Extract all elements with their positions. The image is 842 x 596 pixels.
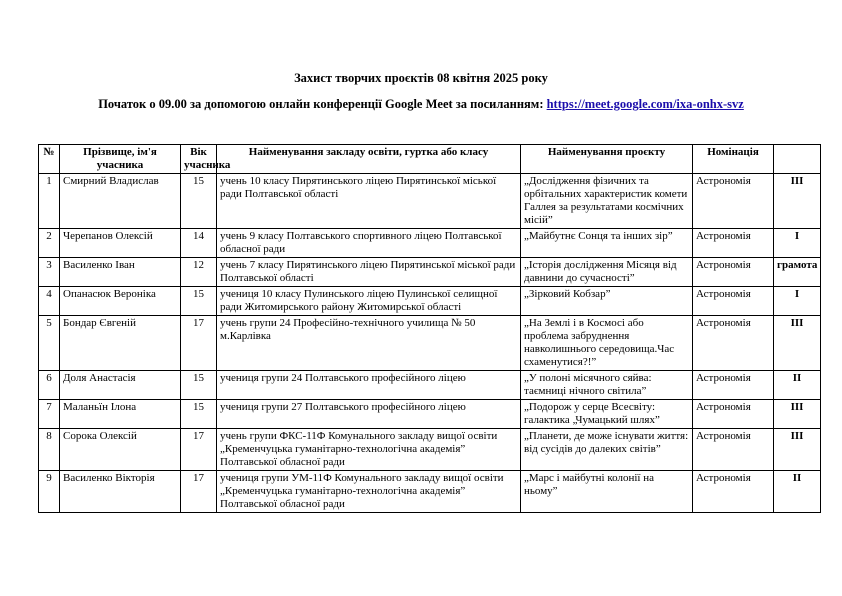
table-row <box>39 371 821 400</box>
project-title: „Подорож у серце Всесвіту: галактика „Чумацький шлях” <box>521 400 693 429</box>
header-school: Найменування закладу освіти, гуртка або класу <box>217 145 521 174</box>
project-title: „Дослідження фізичних та орбітальних характеристик комети Галлея за результатами космічних місій” <box>521 174 693 229</box>
header-project: Найменування проєкту <box>521 145 693 174</box>
table-row <box>39 429 821 471</box>
header-num: № <box>39 145 60 174</box>
participant-name: Доля Анастасія <box>60 371 181 400</box>
row-number: 4 <box>39 287 60 316</box>
nomination: Астрономія <box>693 229 774 258</box>
participant-name: Маланьїн Ілона <box>60 400 181 429</box>
school-name: учениця 10 класу Пулинського ліцею Пулинської селищної ради Житомирського району Житомирської області <box>217 287 521 316</box>
award-place: ІІ <box>774 471 821 513</box>
nomination: Астрономія <box>693 287 774 316</box>
document-title: Захист творчих проєктів 08 квітня 2025 року <box>294 71 548 85</box>
row-number: 1 <box>39 174 60 229</box>
school-name: учень 9 класу Полтавського спортивного ліцею Полтавської обласної ради <box>217 229 521 258</box>
award-place: ІІІ <box>774 316 821 371</box>
participant-age: 17 <box>181 429 217 471</box>
header-place <box>774 145 821 174</box>
participant-age: 15 <box>181 287 217 316</box>
project-title: „На Землі і в Космосі або проблема забруднення навколишнього середовища.Час схаменутися?!” <box>521 316 693 371</box>
nomination: Астрономія <box>693 471 774 513</box>
table-row <box>39 471 821 513</box>
header-age: Вік учасника <box>181 145 217 174</box>
participant-age: 15 <box>181 400 217 429</box>
table-row <box>39 287 821 316</box>
table-row <box>39 400 821 429</box>
nomination: Астрономія <box>693 316 774 371</box>
school-name: учениця групи 24 Полтавського професійного ліцею <box>217 371 521 400</box>
row-number: 5 <box>39 316 60 371</box>
project-title: „Історія дослідження Місяця від давнини до сучасності” <box>521 258 693 287</box>
participant-age: 17 <box>181 471 217 513</box>
participant-age: 15 <box>181 174 217 229</box>
row-number: 7 <box>39 400 60 429</box>
table-header-row <box>39 145 821 174</box>
school-name: учень групи 24 Професійно-технічного училища № 50 м.Карлівка <box>217 316 521 371</box>
award-place: ІІІ <box>774 429 821 471</box>
school-name: учень групи ФКС-11Ф Комунального закладу вищої освіти „Кременчуцька гуманітарно-технологічна академія” Полтавської обласної ради <box>217 429 521 471</box>
participant-age: 12 <box>181 258 217 287</box>
award-place: І <box>774 229 821 258</box>
header-nomination: Номінація <box>693 145 774 174</box>
participant-name: Сорока Олексій <box>60 429 181 471</box>
award-place: грамота <box>774 258 821 287</box>
nomination: Астрономія <box>693 174 774 229</box>
nomination: Астрономія <box>693 429 774 471</box>
participant-name: Василенко Іван <box>60 258 181 287</box>
school-name: учениця групи УМ-11Ф Комунального закладу вищої освіти „Кременчуцька гуманітарно-технологічна академія” Полтавської обласної ради <box>217 471 521 513</box>
row-number: 6 <box>39 371 60 400</box>
subtitle-text: Початок о 09.00 за допомогою онлайн конференції Google Meet за посиланням: <box>98 97 544 111</box>
school-name: учениця групи 27 Полтавського професійного ліцею <box>217 400 521 429</box>
project-title: „Майбутнє Сонця та інших зір” <box>521 229 693 258</box>
nomination: Астрономія <box>693 400 774 429</box>
participant-age: 15 <box>181 371 217 400</box>
school-name: учень 7 класу Пирятинського ліцею Пирятинської міської ради Полтавської області <box>217 258 521 287</box>
participant-name: Черепанов Олексій <box>60 229 181 258</box>
project-title: „У полоні місячного сяйва: таємниці нічного світила” <box>521 371 693 400</box>
participant-age: 17 <box>181 316 217 371</box>
participant-name: Смирний Владислав <box>60 174 181 229</box>
award-place: І <box>774 287 821 316</box>
table-row <box>39 258 821 287</box>
participant-name: Опанасюк Вероніка <box>60 287 181 316</box>
nomination: Астрономія <box>693 371 774 400</box>
table-row <box>39 316 821 371</box>
award-place: ІІІ <box>774 400 821 429</box>
row-number: 9 <box>39 471 60 513</box>
row-number: 8 <box>39 429 60 471</box>
participant-age: 14 <box>181 229 217 258</box>
award-place: ІІ <box>774 371 821 400</box>
school-name: учень 10 класу Пирятинського ліцею Пирятинської міської ради Полтавської області <box>217 174 521 229</box>
header-name: Прізвище, ім'я учасника <box>60 145 181 174</box>
row-number: 3 <box>39 258 60 287</box>
table-row <box>39 174 821 229</box>
document-subtitle <box>0 97 842 112</box>
project-title: „Планети, де може існувати життя: від сусідів до далеких світів” <box>521 429 693 471</box>
project-title: „Марс і майбутні колонії на ньому” <box>521 471 693 513</box>
results-table <box>38 144 821 513</box>
participant-name: Бондар Євгеній <box>60 316 181 371</box>
row-number: 2 <box>39 229 60 258</box>
award-place: ІІІ <box>774 174 821 229</box>
table-row <box>39 229 821 258</box>
participant-name: Василенко Вікторія <box>60 471 181 513</box>
project-title: „Зірковий Кобзар” <box>521 287 693 316</box>
nomination: Астрономія <box>693 258 774 287</box>
meet-link[interactable]: https://meet.google.com/ixa-onhx-svz <box>546 97 744 111</box>
